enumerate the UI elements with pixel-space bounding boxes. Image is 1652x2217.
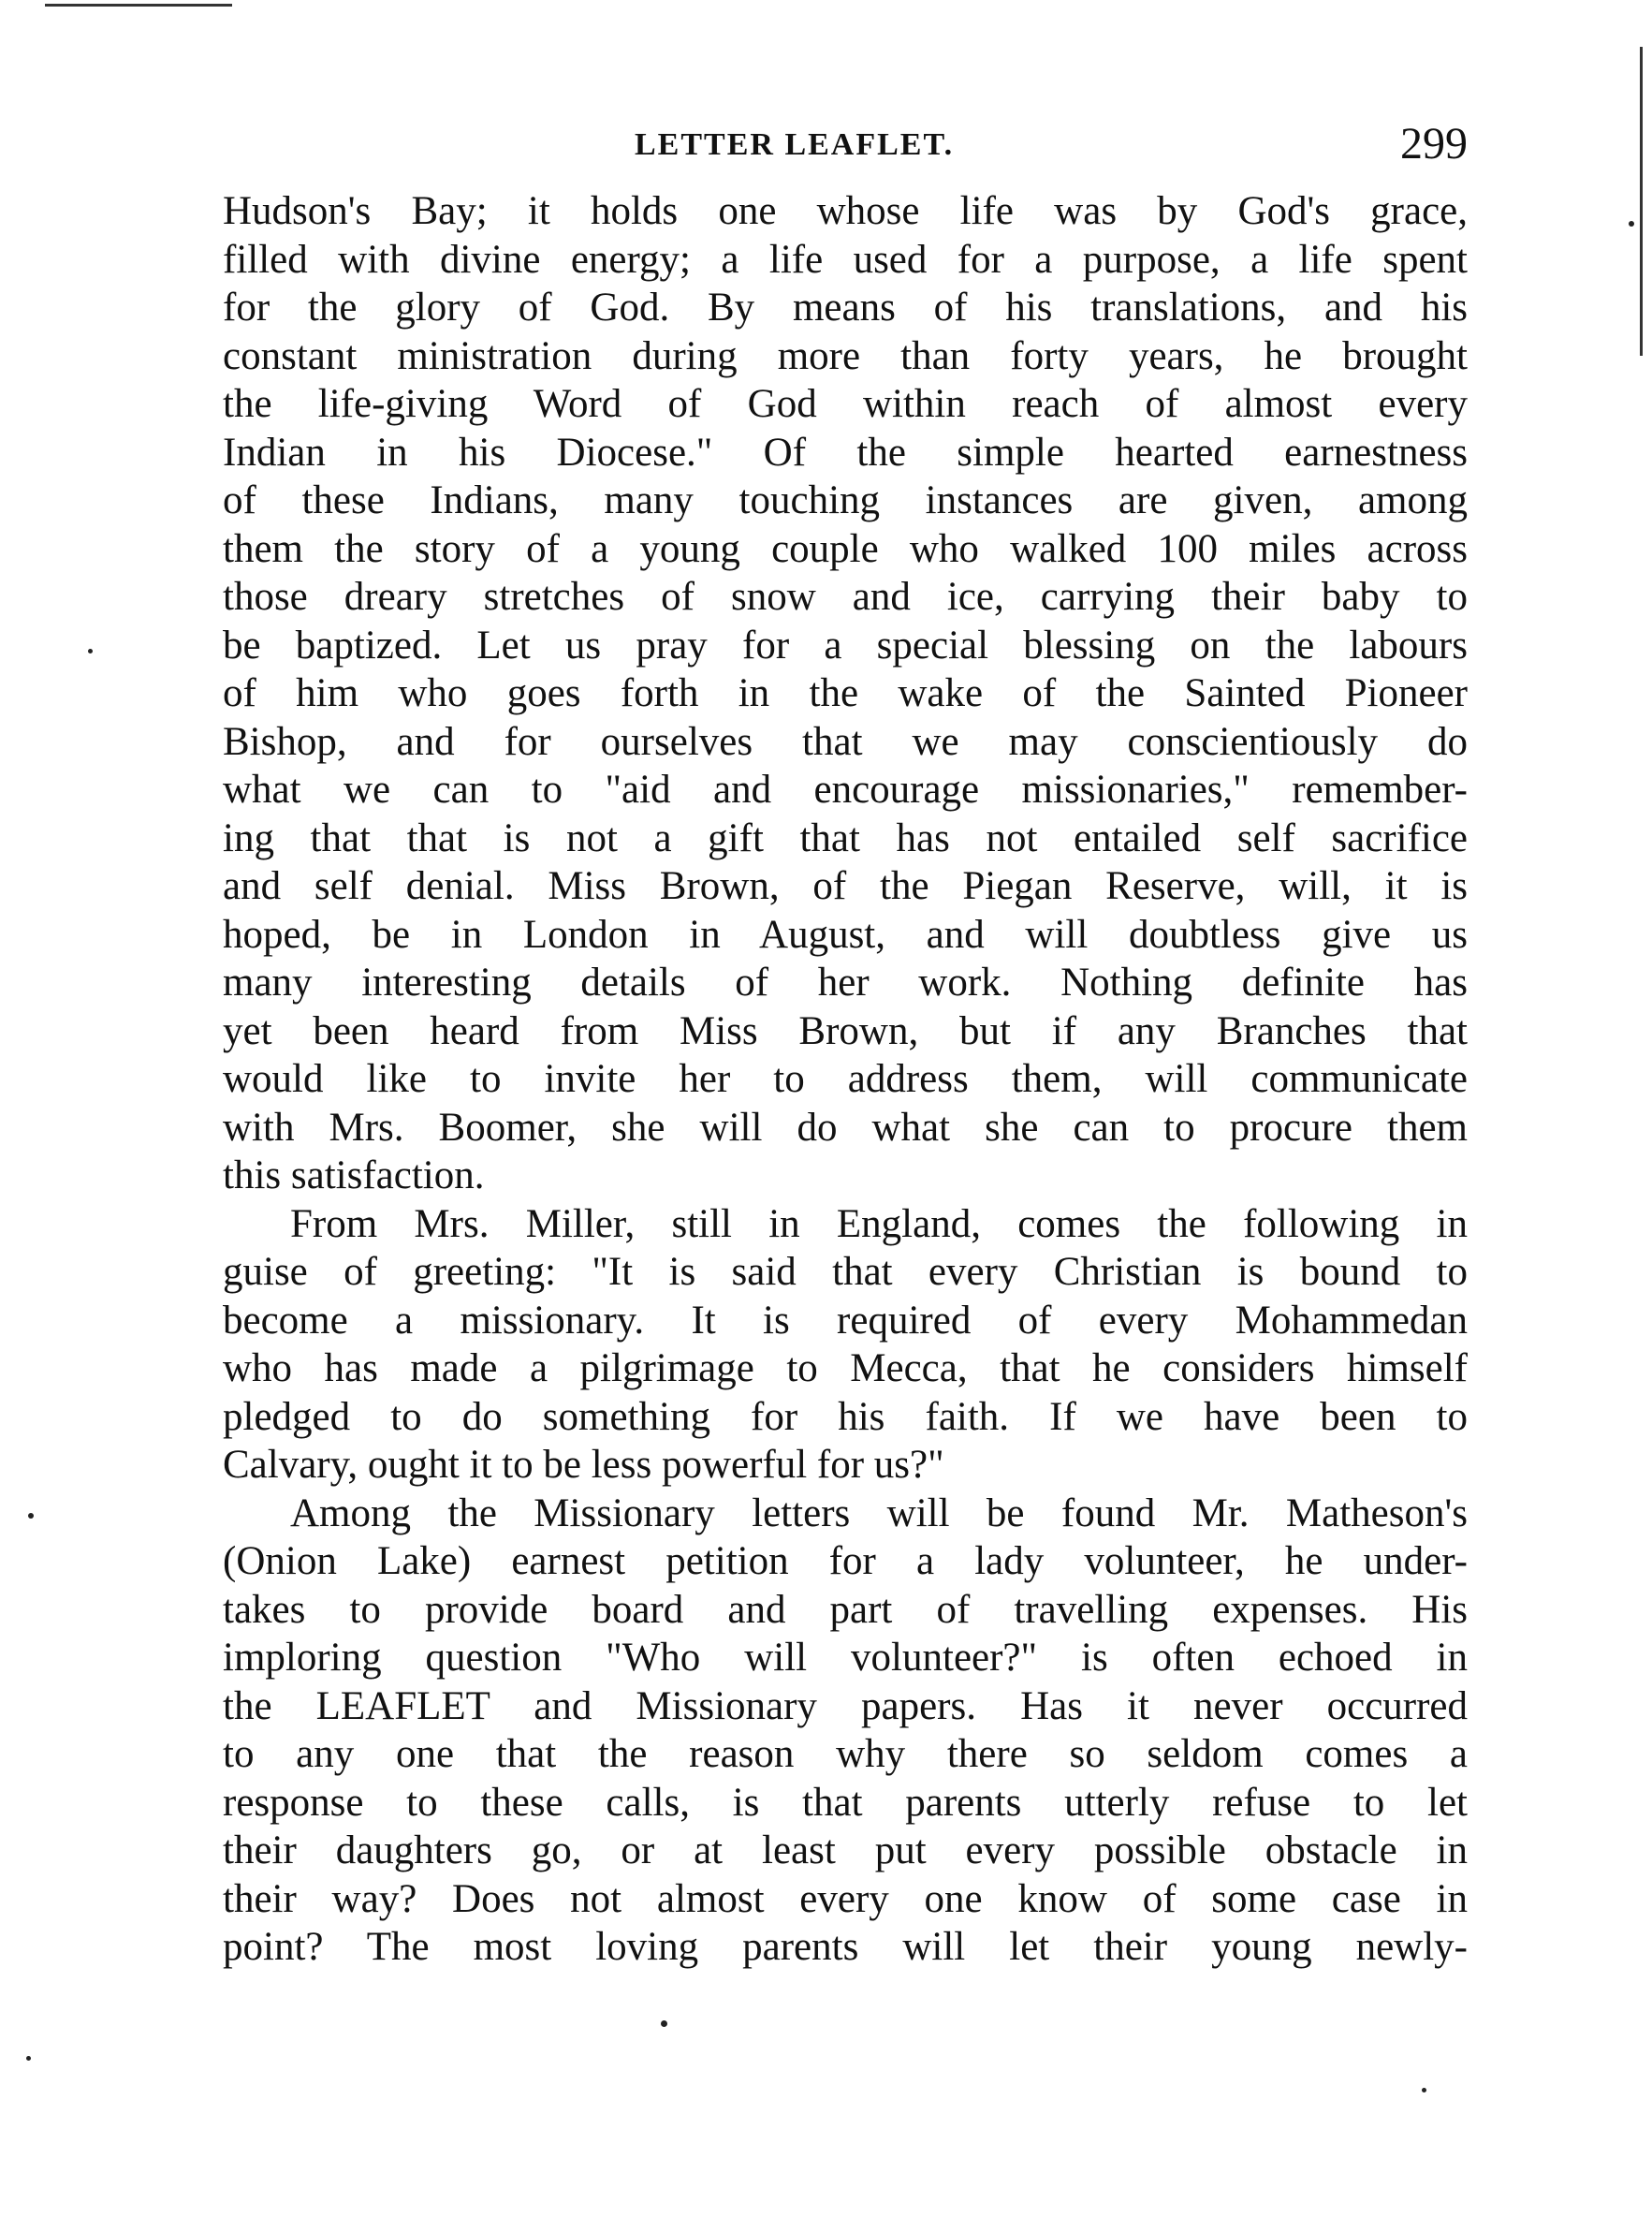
text-line: to any one that the reason why there so seldom comes a [223,1732,1468,1776]
text-line: response to these calls, is that parents utterly refuse to let [223,1780,1468,1825]
text-line: the LEAFLET and Missionary papers. Has it never occurred [223,1683,1468,1728]
header-title: LETTER LEAFLET. [635,127,955,162]
text-line: constant ministration during more than forty years, he brought [223,333,1468,378]
text-line: them the story of a young couple who walked 100 miles across [223,526,1468,571]
text-line: Bishop, and for ourselves that we may conscientiously do [223,719,1468,764]
body-text [223,187,1468,1972]
text-line: those dreary stretches of snow and ice, carrying their baby to [223,575,1468,619]
scan-speck [28,1513,34,1519]
text-line: takes to provide board and part of travelling expenses. His [223,1587,1468,1632]
text-line: with Mrs. Boomer, she will do what she can to procure them [223,1105,1468,1150]
text-line: point? The most loving parents will let their young newly- [223,1925,1468,1969]
text-line: yet been heard from Miss Brown, but if any Branches that [223,1008,1468,1053]
scan-mark-edge-rule [1640,47,1643,356]
text-line: hoped, be in London in August, and will doubtless give us [223,912,1468,957]
text-line: would like to invite her to address them, will communicate [223,1057,1468,1101]
text-line: who has made a pilgrimage to Mecca, that he considers himself [223,1346,1468,1390]
text-line: pledged to do something for his faith. If we have been to [223,1394,1468,1439]
text-line: this satisfaction. [223,1153,485,1197]
text-line: (Onion Lake) earnest petition for a lady volunteer, he under- [223,1539,1468,1583]
text-line: the life-giving Word of God within reach of almost every [223,382,1468,426]
text-line: many interesting details of her work. Nothing definite has [223,961,1468,1005]
text-line: filled with divine energy; a life used for a purpose, a life spent [223,237,1468,282]
scan-speck [26,2056,31,2061]
text-line: From Mrs. Miller, still in England, comes the following in [290,1201,1468,1246]
text-line: Indian in his Diocese." Of the simple hearted earnestness [223,430,1468,475]
text-line: of him who goes forth in the wake of the Sainted Pioneer [223,671,1468,715]
text-line: and self denial. Miss Brown, of the Piegan Reserve, will, it is [223,864,1468,908]
scan-speck [88,649,93,653]
text-line: ing that that is not a gift that has not entailed self sacrifice [223,815,1468,860]
text-line: guise of greeting: "It is said that every Christian is bound to [223,1250,1468,1294]
text-line: be baptized. Let us pray for a special blessing on the labours [223,623,1468,668]
text-line: of these Indians, many touching instances are given, among [223,478,1468,522]
text-line: what we can to "aid and encourage missionaries," remember- [223,768,1468,812]
text-line: their daughters go, or at least put every possible obstacle in [223,1828,1468,1872]
running-head [223,118,1468,174]
text-line: Hudson's Bay; it holds one whose life was by God's grace, [223,189,1468,233]
text-line: become a missionary. It is required of every Mohammedan [223,1298,1468,1343]
page-number: 299 [1400,119,1468,169]
scan-speck [1422,2088,1426,2092]
text-line: for the glory of God. By means of his translations, and his [223,286,1468,330]
scan-mark-top-rule [45,4,232,7]
text-line: their way? Does not almost every one know of some case in [223,1876,1468,1921]
scan-speck [1629,221,1634,227]
text-line: Among the Missionary letters will be found Mr. Matheson's [290,1490,1468,1535]
text-line: imploring question "Who will volunteer?" is often echoed in [223,1636,1468,1680]
scan-speck [661,2020,667,2027]
text-line: Calvary, ought it to be less powerful for us?" [223,1443,944,1487]
